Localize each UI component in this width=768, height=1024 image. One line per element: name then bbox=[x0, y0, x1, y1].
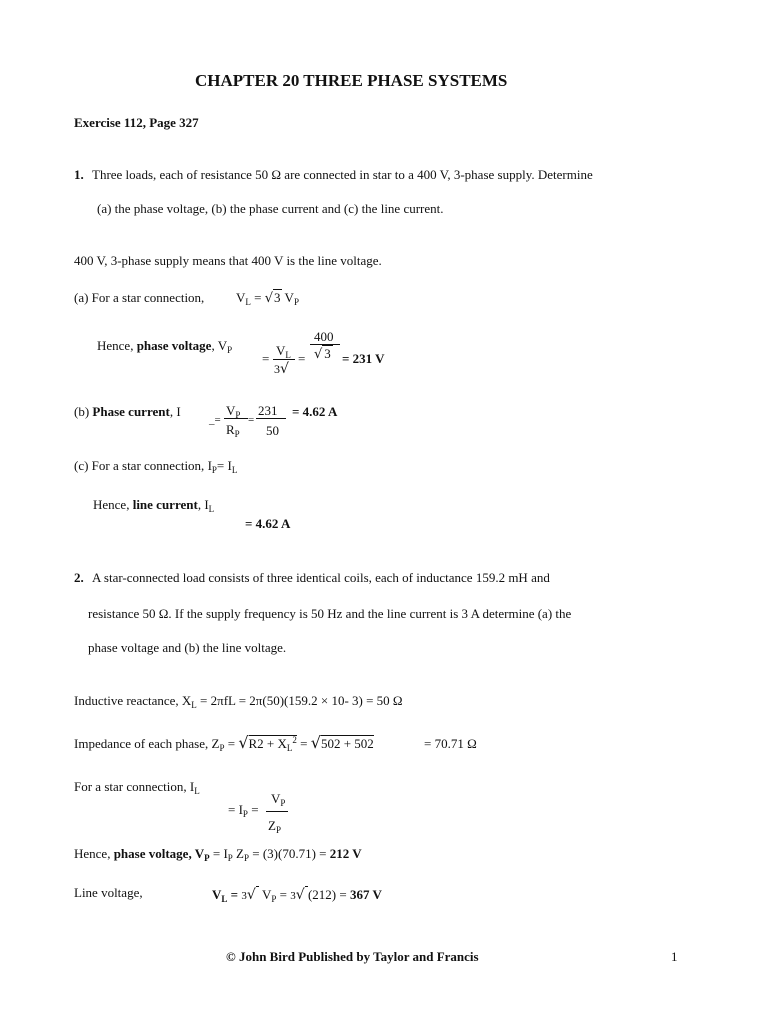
line-current-label: line current bbox=[132, 497, 198, 512]
ind-pre: Inductive reactance, X bbox=[74, 693, 192, 708]
part-b-eq1: _= bbox=[209, 414, 221, 426]
page-title: CHAPTER 20 THREE PHASE SYSTEMS bbox=[195, 71, 508, 90]
result-4-62-a: = 4.62 A bbox=[292, 404, 338, 419]
imp-rad2: 502 + 502 bbox=[320, 736, 374, 751]
imp-rad1-sub: L bbox=[286, 743, 293, 753]
question-2-line2: resistance 50 Ω. If the supply frequency is 50 Hz and the line current is 3 A determine (a) the bbox=[88, 606, 572, 621]
imp-rad1-sup: 2 bbox=[292, 735, 297, 745]
impedance-line bbox=[74, 735, 374, 751]
q2-phase-voltage-label: phase voltage, V bbox=[113, 846, 205, 861]
question-2-line3: phase voltage and (b) the line voltage. bbox=[88, 640, 287, 655]
part-b-frac2-bar bbox=[256, 418, 286, 419]
ind-rest: = 2πfL = 2π(50)(159.2 × 10- 3) = 50 Ω bbox=[196, 693, 403, 708]
footer-page-number: 1 bbox=[671, 949, 678, 964]
line-vp-sub: P bbox=[271, 894, 277, 904]
q1-statement: 400 V, 3-phase supply means that 400 V is the line voltage. bbox=[74, 253, 382, 268]
fraction-2-denominator bbox=[314, 347, 333, 361]
q2-hence-eq-sub: P bbox=[227, 853, 233, 863]
line-3b: 3 bbox=[290, 890, 296, 902]
part-b-frac2-num: 231 bbox=[258, 403, 278, 418]
question-1-line1: Three loads, each of resistance 50 Ω are connected in star to a 400 V, 3-phase supply. Determine bbox=[92, 167, 593, 182]
fraction-1-eq: = bbox=[262, 351, 270, 366]
line-voltage-formula bbox=[212, 888, 382, 902]
line-current-var: , I bbox=[197, 497, 209, 512]
result-line-current: = 4.62 A bbox=[245, 516, 291, 531]
star-eq-sub: P bbox=[242, 809, 248, 819]
frac2-den-3: 3 bbox=[324, 346, 331, 361]
frac1-den-3: 3 bbox=[274, 362, 280, 376]
part-b-frac1-bar bbox=[224, 418, 248, 419]
part-b-eq2: = bbox=[248, 414, 255, 426]
phase-current-label: Phase current bbox=[92, 404, 170, 419]
line-vl-sub: L bbox=[221, 894, 228, 904]
question-1-line2: (a) the phase voltage, (b) the phase current and (c) the line current. bbox=[97, 201, 444, 216]
question-2-line1: A star-connected load consists of three identical coils, each of inductance 159.2 mH and bbox=[92, 570, 550, 585]
imp-pre: Impedance of each phase, Z bbox=[74, 736, 220, 751]
part-c-eq: = I bbox=[216, 458, 232, 473]
vp-subscript: P bbox=[293, 297, 299, 307]
q1-part-a-formula bbox=[236, 291, 299, 305]
frac1-num-v: V bbox=[276, 343, 286, 358]
star-den-z: Z bbox=[268, 818, 276, 833]
imp-eq: = bbox=[224, 736, 239, 751]
question-1-number: 1. bbox=[74, 167, 84, 182]
part-b-label: (b) bbox=[74, 404, 90, 419]
star-frac-den bbox=[268, 818, 281, 835]
q1-part-c bbox=[74, 458, 238, 475]
q2-hence-z-sub: P bbox=[244, 853, 250, 863]
result-231: = 231 V bbox=[342, 351, 385, 366]
q2-phase-voltage-sub: P bbox=[204, 853, 210, 863]
line-212: (212) = bbox=[307, 887, 350, 902]
frac2-den-root: √ bbox=[314, 347, 323, 362]
q2-hence-eq: = I bbox=[209, 846, 228, 861]
impedance-result: = 70.71 Ω bbox=[424, 736, 477, 751]
imp-sub: P bbox=[219, 743, 225, 753]
line-vl: V bbox=[212, 887, 222, 902]
q2-hence-rest: = (3)(70.71) = bbox=[249, 846, 330, 861]
question-2-number: 2. bbox=[74, 570, 84, 585]
b-num-v: V bbox=[226, 403, 236, 418]
star-eq2: = bbox=[247, 802, 259, 817]
part-c-ip-sub: P bbox=[211, 465, 217, 475]
line-current-sub: L bbox=[208, 504, 215, 514]
phase-voltage-label: phase voltage bbox=[136, 338, 212, 353]
b-den-r: R bbox=[226, 422, 235, 437]
imp-rad1: R2 + X bbox=[248, 736, 287, 751]
star-pre: For a star connection, I bbox=[74, 779, 195, 794]
part-b-frac1-num bbox=[226, 403, 241, 420]
sqrt-sign: √ bbox=[264, 291, 274, 306]
star-num-sub: P bbox=[280, 798, 286, 808]
b-den-sub: P bbox=[234, 429, 240, 439]
line-root-b: √ bbox=[295, 887, 305, 903]
q1-hence-phase-voltage bbox=[97, 338, 233, 355]
phase-current-var: , I bbox=[169, 404, 181, 419]
footer-copyright: © John Bird Published by Taylor and Francis bbox=[226, 949, 479, 964]
imp-eq2: = bbox=[296, 736, 311, 751]
line-result-367: 367 V bbox=[349, 887, 382, 902]
star-den-sub: P bbox=[275, 825, 281, 835]
vl-subscript: L bbox=[245, 297, 251, 307]
star-frac-num bbox=[271, 791, 286, 808]
part-b-frac1-den bbox=[226, 422, 240, 439]
star-num-v: V bbox=[271, 791, 281, 806]
q2-hence-pre: Hence, bbox=[74, 846, 111, 861]
fraction-1-numerator bbox=[276, 343, 291, 360]
part-c-il-sub: L bbox=[231, 465, 238, 475]
b-num-sub: P bbox=[235, 410, 241, 420]
line-eq2: = bbox=[276, 887, 291, 902]
fraction-1-denominator bbox=[274, 362, 289, 376]
q2-hence-phase-voltage bbox=[74, 846, 362, 863]
phase-voltage-var: , V bbox=[211, 338, 228, 353]
fraction-2-numerator: 400 bbox=[314, 329, 334, 344]
ind-sub: L bbox=[191, 700, 197, 710]
imp-root2: √ bbox=[310, 733, 321, 752]
q2-result-212: 212 V bbox=[329, 846, 362, 861]
star-eq-ip: = I bbox=[228, 802, 243, 817]
sqrt-3: 3 bbox=[274, 290, 281, 305]
imp-rad1-wrap bbox=[249, 735, 297, 751]
line-vp: V bbox=[262, 887, 272, 902]
star-sub: L bbox=[194, 786, 200, 796]
imp-root1: √ bbox=[238, 733, 249, 752]
fraction-2-eq: = bbox=[298, 351, 306, 366]
q2-hence-z: Z bbox=[232, 846, 244, 861]
line-root-a: √ bbox=[246, 887, 256, 903]
equals-sign: = bbox=[254, 290, 262, 305]
line-eq: = bbox=[227, 887, 242, 902]
phase-voltage-sub: P bbox=[227, 345, 233, 355]
exercise-heading: Exercise 112, Page 327 bbox=[74, 115, 199, 130]
vp-symbol: V bbox=[284, 290, 294, 305]
inductive-reactance-line bbox=[74, 693, 403, 710]
line-3a: 3 bbox=[241, 890, 247, 902]
star-eq bbox=[228, 802, 259, 819]
q1-part-b bbox=[74, 405, 181, 418]
star-connection-line bbox=[74, 779, 200, 796]
part-c-ip: I bbox=[207, 458, 212, 473]
part-c-label: (c) For a star connection, bbox=[74, 458, 205, 473]
frac1-den-root: √ bbox=[280, 361, 289, 377]
hence-text: Hence, bbox=[97, 338, 134, 353]
part-b-frac2-den: 50 bbox=[266, 423, 279, 438]
frac1-num-sub: L bbox=[285, 350, 291, 360]
fraction-1-bar bbox=[273, 359, 295, 360]
q1-part-a-label: (a) For a star connection, bbox=[74, 290, 205, 305]
line-voltage-label: Line voltage, bbox=[74, 885, 143, 900]
vl-symbol: V bbox=[236, 290, 246, 305]
star-frac-bar bbox=[266, 811, 288, 812]
q1-hence-line-current bbox=[93, 497, 215, 514]
hence2-text: Hence, bbox=[93, 497, 130, 512]
